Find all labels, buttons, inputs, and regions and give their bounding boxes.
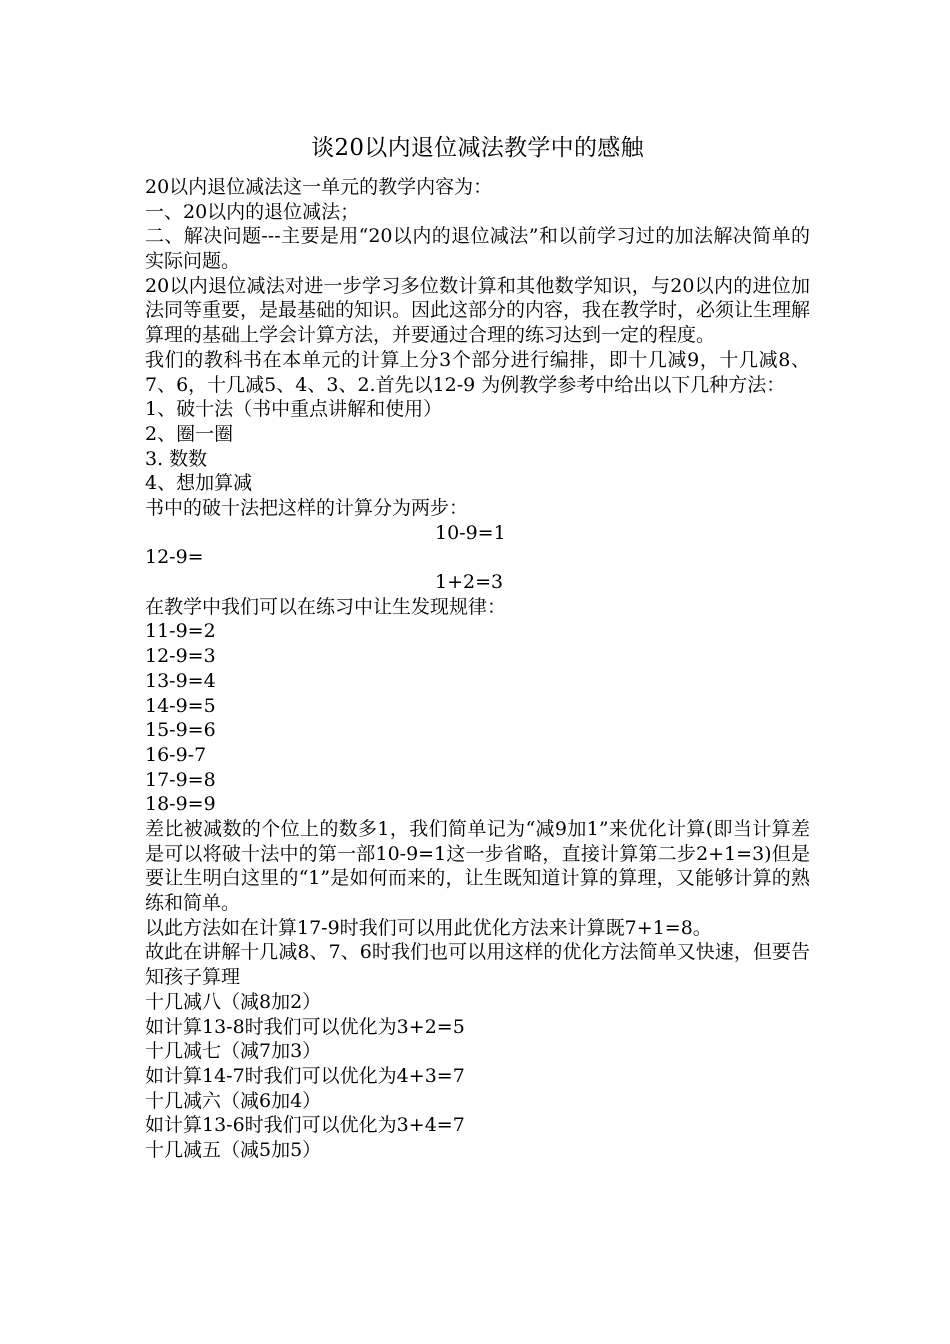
rule-minus-7: 十几减七（减7加3） bbox=[145, 1040, 322, 1063]
intro-line: 20以内退位减法这一单元的教学内容为： bbox=[145, 176, 493, 198]
equation-line: 12-9=3 bbox=[145, 645, 216, 668]
equation-line: 15-9=6 bbox=[145, 719, 216, 742]
rule-minus-8: 十几减八（减8加2） bbox=[145, 990, 322, 1013]
extension-paragraph: 故此在讲解十几减8、7、6时我们也可以用这样的优化方法简单又快速，但要告知孩子算理 bbox=[145, 941, 810, 989]
equation-line: 14-9=5 bbox=[145, 694, 216, 717]
rule-minus-6: 十几减六（减6加4） bbox=[145, 1089, 322, 1112]
example-13-8: 如计算13-8时我们可以优化为3+2=5 bbox=[145, 1015, 465, 1038]
step-one-equation: 10-9=1 bbox=[435, 521, 506, 544]
method-3: 3. 数数 bbox=[145, 447, 208, 470]
content-item-1: 一、20以内的退位减法； bbox=[145, 200, 360, 223]
document-page bbox=[145, 133, 810, 1163]
equation-line: 18-9=9 bbox=[145, 793, 216, 816]
document-body bbox=[145, 175, 810, 1163]
example-17-9: 以此方法如在计算17-9时我们可以用此优化方法来计算既7+1=8。 bbox=[145, 916, 712, 939]
example-13-6: 如计算13-6时我们可以优化为3+4=7 bbox=[145, 1114, 465, 1137]
method-4: 4、想加算减 bbox=[145, 472, 253, 495]
step-two-equation: 1+2=3 bbox=[435, 571, 504, 594]
equation-line: 11-9=2 bbox=[145, 620, 216, 643]
document-title: 谈20以内退位减法教学中的感触 bbox=[311, 135, 644, 161]
equation-line: 13-9=4 bbox=[145, 669, 216, 692]
importance-paragraph: 20以内退位减法对进一步学习多位数计算和其他数学知识，与20以内的进位加法同等重要，是最基础的知识。因此这部分的内容，我在教学时，必须让生理解算理的基础上学会计算方法，并要通过合理的练习达到一定的程度。 bbox=[145, 274, 811, 347]
rule-minus-5: 十几减五（减5加5） bbox=[145, 1139, 322, 1162]
equation-line: 16-9-7 bbox=[145, 743, 207, 766]
pattern-intro: 在教学中我们可以在练习中让生发现规律： bbox=[145, 595, 507, 618]
pattern-explanation: 差比被减数的个位上的数多1，我们简单记为“减9加1”来优化计算(即当计算差是可以将破十法中的第一部10-9=1这一步省略，直接计算第二步2+1=3)但是要让生明白这里的“1”是如何而来的，让生既知道计算的算理，又能够计算的熟练和简单。 bbox=[145, 817, 810, 915]
example-14-7: 如计算14-7时我们可以优化为4+3=7 bbox=[145, 1064, 465, 1087]
method-2: 2、圈一圈 bbox=[145, 422, 234, 445]
equation-line: 17-9=8 bbox=[145, 768, 216, 791]
textbook-paragraph: 我们的教科书在本单元的计算上分3个部分进行编排，即十几减9，十几减8、7、6，十几减5、4、3、2.首先以12-9 为例教学参考中给出以下几种方法： bbox=[145, 348, 810, 396]
break-ten-intro: 书中的破十法把这样的计算分为两步： bbox=[145, 497, 469, 520]
main-equation: 12-9= bbox=[145, 546, 204, 569]
content-item-2: 二、解决问题---主要是用“20以内的退位减法”和以前学习过的加法解决简单的实际问题。 bbox=[145, 225, 810, 273]
method-1: 1、破十法（书中重点讲解和使用） bbox=[145, 398, 443, 421]
